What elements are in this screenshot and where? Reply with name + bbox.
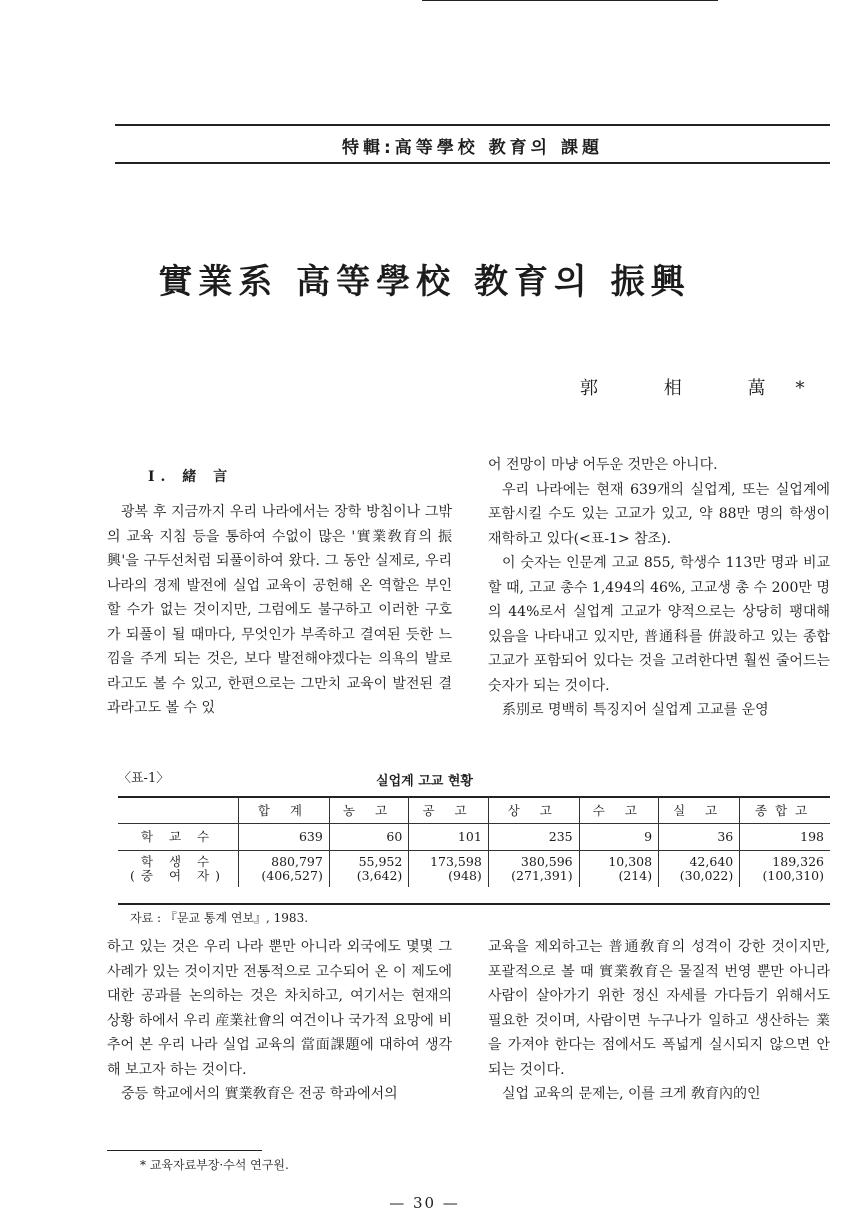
row-label [118, 851, 239, 888]
cell-value: 55,952 [358, 854, 403, 869]
paragraph: 어 전망이 마냥 어두운 것만은 아니다. [488, 457, 718, 473]
table-header-cell: 공 고 [409, 797, 488, 824]
table-cell: 235 [488, 824, 579, 851]
cell-subvalue: (100,310) [762, 868, 824, 883]
table-header-cell [118, 797, 239, 824]
table-cell [329, 851, 408, 888]
paragraph: 교육을 제외하고는 普通敎育의 성격이 강한 것이지만, 포괄적으로 볼 때 實業敎育은 물질적 번영 뿐만 아니라 사람이 살아가기 위한 정신 자세를 가다듬기 위해서도 필요한 것이며, 사람이면 누구나가 일하고 생산하는 業을 가져야 한다는 점에서도 폭넓게 실시되지 않으면 안 되는 것이다. [488, 939, 830, 1078]
paragraph: 하고 있는 것은 우리 나라 뿐만 아니라 외국에도 몇몇 그 사례가 있는 것이지만 전통적으로 고수되어 온 이 제도에 대한 공과를 논의하는 것은 차치하고, 여기서는 현재의 상황 하에서 우리 産業社會의 여건이나 국가적 요망에 비추어 본 우리 나라 실업 교육의 當面課題에 대하여 생각해 보고자 하는 것이다. [107, 939, 452, 1078]
table-cell: 60 [329, 824, 408, 851]
table-row [118, 851, 830, 888]
table-rule-bottom [118, 903, 830, 905]
cell-value: 173,598 [430, 854, 482, 869]
footnote-rule [107, 1150, 262, 1151]
table-cell: 198 [740, 824, 830, 851]
paragraph: 系別로 명백히 특징지어 실업계 고교를 운영 [502, 702, 769, 718]
table-header-cell: 종합고 [740, 797, 830, 824]
section-heading: I. 緒 言 [148, 469, 234, 485]
table-cell [740, 851, 830, 888]
right-column-bottom [488, 935, 830, 1107]
table-label: 〈표-1〉 [118, 771, 170, 786]
cell-subvalue: (406,527) [261, 868, 323, 883]
cell-value: 42,640 [689, 854, 734, 869]
row-label-sub: (중 여 자) [130, 868, 226, 883]
table-title: 실업계 고교 현황 [376, 774, 473, 789]
table-cell: 639 [239, 824, 330, 851]
table-cell: 9 [579, 824, 658, 851]
paragraph: 중등 학교에서의 實業敎育은 전공 학과에서의 [121, 1086, 398, 1102]
paragraph: 실업 교육의 문제는, 이를 크게 敎育內的인 [502, 1086, 761, 1102]
left-column-top [107, 500, 452, 721]
cell-subvalue: (948) [448, 868, 482, 883]
cell-subvalue: (214) [618, 868, 653, 883]
table-row [118, 824, 830, 851]
table-cell [409, 851, 488, 888]
table-source: 자료 : 『문교 통계 연보』, 1983. [130, 911, 309, 925]
article-title: 實業系 高等學校 教育의 振興 [158, 262, 691, 302]
data-table [118, 797, 830, 887]
table-cell [239, 851, 330, 888]
header-rule-bottom [115, 162, 830, 164]
cell-value: 880,797 [271, 854, 323, 869]
row-label: 학 교 수 [118, 824, 239, 851]
top-rule [422, 0, 718, 1]
cell-value: 189,326 [772, 854, 824, 869]
table-header-cell: 실 고 [659, 797, 740, 824]
table-header-cell: 합 계 [239, 797, 330, 824]
page-number: — 30 — [389, 1194, 460, 1212]
paragraph: 이 숫자는 인문계 고교 855, 학생수 113만 명과 비교할 때, 고교 총수 1,494의 46%, 고교생 총 수 200만 명의 44%로서 실업계 고교가 양적으로는 상당히 팽대해 있음을 나타내고 있지만, 普通科를 倂設하고 있는 종합 고교가 포함되어 있다는 것을 고려한다면 훨씬 줄어드는 숫자가 되는 것이다. [488, 555, 830, 694]
table-header-row [118, 797, 830, 824]
table-cell [659, 851, 740, 888]
section-header: 特輯:高等學校 教育의 課題 [341, 138, 604, 158]
footnote: * 교육자료부장·수석 연구원. [140, 1158, 289, 1172]
author: 郭 相 萬* [580, 378, 835, 399]
table-cell [579, 851, 658, 888]
paragraph: 우리 나라에는 현재 639개의 실업계, 또는 실업계에 포함시킬 수도 있는 고교가 있고, 약 88만 명의 학생이 재학하고 있다(<표-1> 참조). [488, 481, 830, 547]
table-header-cell: 농 고 [329, 797, 408, 824]
table-header-cell: 상 고 [488, 797, 579, 824]
table-cell [488, 851, 579, 888]
cell-value: 380,596 [520, 854, 573, 869]
table-cell: 36 [659, 824, 740, 851]
paragraph: 광복 후 지금까지 우리 나라에서는 장학 방침이나 그밖의 교육 지침 등을 통하여 수없이 많은 '實業敎育의 振興'을 구두선처럼 되풀이하여 왔다. 그 동안 실제로, 우리 나라의 경제 발전에 실업 교육이 공헌해 온 역할은 부인할 수가 없는 것이지만, 그럼에도 불구하고 이러한 구호가 되풀이 될 때마다, 무엇인가 부족하고 결여된 듯한 느낌을 주게 되는 것은, 보다 발전해야겠다는 의욕의 발로라고도 볼 수 있고, 한편으로는 그만치 교육이 발전된 결과라고도 볼 수 있 [107, 504, 452, 716]
cell-subvalue: (30,022) [679, 868, 734, 883]
cell-value: 10,308 [608, 854, 653, 869]
row-label-main: 학 생 수 [140, 854, 216, 869]
table-header-cell: 수 고 [579, 797, 658, 824]
right-column-top [488, 453, 830, 723]
cell-subvalue: (3,642) [356, 868, 403, 883]
left-column-bottom [107, 935, 452, 1107]
header-rule-top [115, 124, 830, 126]
cell-subvalue: (271,391) [511, 868, 573, 883]
table-cell: 101 [409, 824, 488, 851]
